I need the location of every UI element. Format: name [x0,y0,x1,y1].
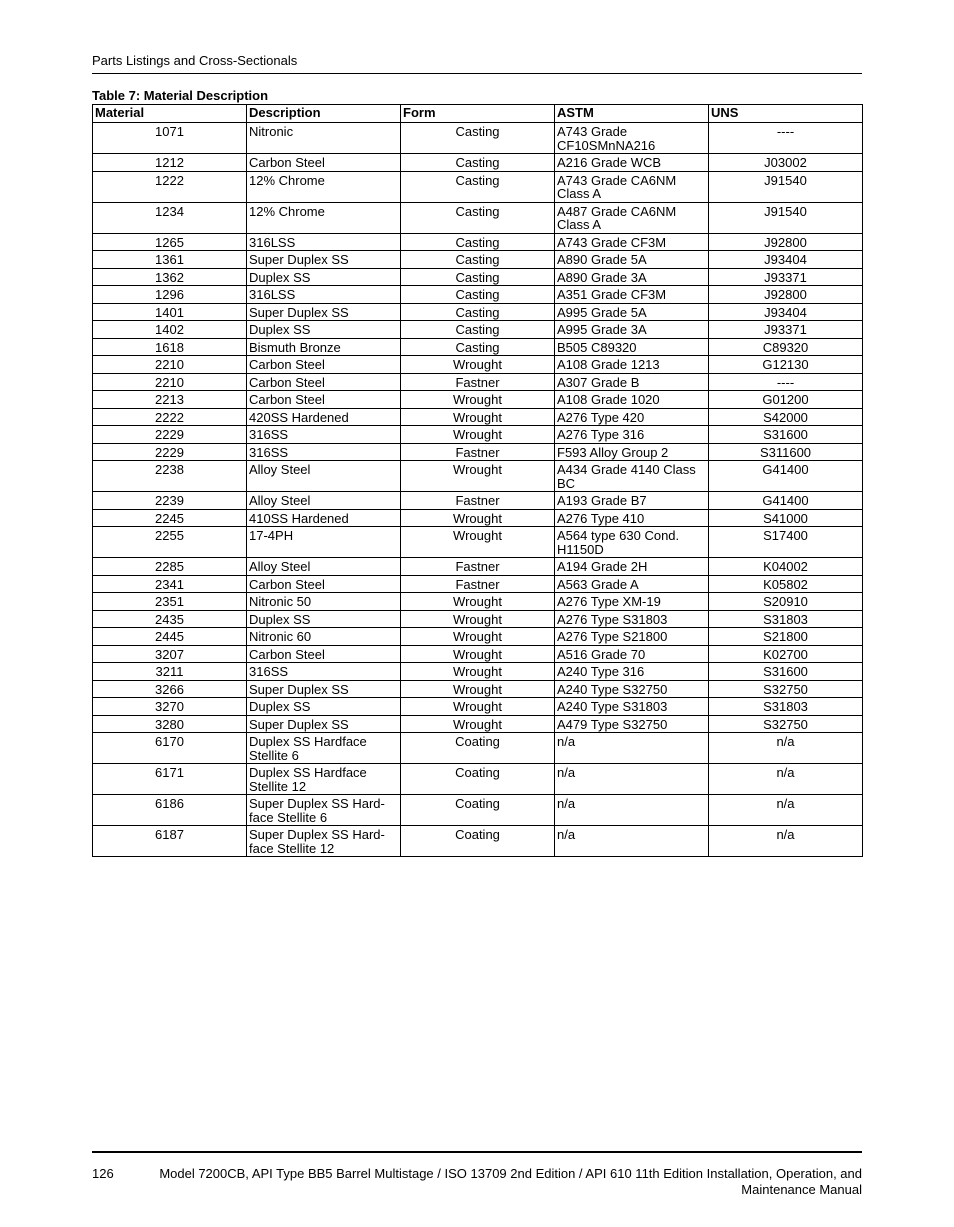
cell-form: Wrought [401,509,555,527]
cell-uns: J93371 [709,321,863,339]
cell-form: Wrought [401,663,555,681]
cell-form: Wrought [401,461,555,492]
cell-form: Fastner [401,492,555,510]
cell-uns: S32750 [709,715,863,733]
cell-uns: J91540 [709,171,863,202]
cell-description: Bismuth Bronze [247,338,401,356]
cell-description: Carbon Steel [247,373,401,391]
cell-description: Super Duplex SS Hard-face Stellite 12 [247,826,401,857]
cell-material: 2210 [93,356,247,374]
running-header: Parts Listings and Cross-Sectionals [92,53,298,68]
column-header-material: Material [93,105,247,123]
cell-astm: A108 Grade 1020 [555,391,709,409]
column-header-description: Description [247,105,401,123]
cell-material: 2255 [93,527,247,558]
cell-form: Wrought [401,698,555,716]
cell-astm: n/a [555,826,709,857]
cell-description: Alloy Steel [247,492,401,510]
cell-uns: K02700 [709,645,863,663]
cell-description: Carbon Steel [247,154,401,172]
cell-material: 2285 [93,558,247,576]
cell-material: 2222 [93,408,247,426]
cell-astm: A487 Grade CA6NM Class A [555,202,709,233]
cell-uns: J93404 [709,251,863,269]
table-row [93,321,863,339]
cell-form: Casting [401,123,555,154]
table-row [93,645,863,663]
cell-uns: G41400 [709,461,863,492]
cell-astm: n/a [555,764,709,795]
cell-form: Wrought [401,527,555,558]
cell-astm: B505 C89320 [555,338,709,356]
cell-astm: A479 Type S32750 [555,715,709,733]
cell-description: Super Duplex SS [247,303,401,321]
cell-description: Duplex SS [247,610,401,628]
cell-uns: J93371 [709,268,863,286]
cell-material: 2229 [93,426,247,444]
cell-astm: A743 Grade CF3M [555,233,709,251]
cell-astm: A276 Type S31803 [555,610,709,628]
column-header-form: Form [401,105,555,123]
table-row [93,558,863,576]
cell-description: Duplex SS [247,321,401,339]
cell-description: 410SS Hardened [247,509,401,527]
cell-uns: J92800 [709,233,863,251]
cell-form: Casting [401,251,555,269]
table-row [93,202,863,233]
cell-description: Duplex SS Hardface Stellite 12 [247,764,401,795]
cell-uns: J03002 [709,154,863,172]
cell-astm: A516 Grade 70 [555,645,709,663]
cell-form: Wrought [401,645,555,663]
cell-form: Wrought [401,408,555,426]
table-row [93,795,863,826]
cell-astm: A890 Grade 5A [555,251,709,269]
table-row [93,527,863,558]
cell-material: 1402 [93,321,247,339]
cell-astm: A108 Grade 1213 [555,356,709,374]
cell-material: 1265 [93,233,247,251]
cell-uns: S32750 [709,680,863,698]
table-row [93,698,863,716]
cell-astm: A194 Grade 2H [555,558,709,576]
cell-description: Duplex SS [247,268,401,286]
cell-astm: A240 Type 316 [555,663,709,681]
cell-material: 1362 [93,268,247,286]
cell-astm: A276 Type 420 [555,408,709,426]
cell-description: Carbon Steel [247,356,401,374]
cell-material: 6186 [93,795,247,826]
table-row [93,764,863,795]
column-header-uns: UNS [709,105,863,123]
cell-material: 1212 [93,154,247,172]
cell-form: Wrought [401,610,555,628]
cell-material: 2213 [93,391,247,409]
cell-astm: A307 Grade B [555,373,709,391]
table-row [93,593,863,611]
cell-material: 1361 [93,251,247,269]
table-row [93,408,863,426]
table-row [93,391,863,409]
cell-uns: G12130 [709,356,863,374]
cell-uns: S31600 [709,663,863,681]
cell-uns: S42000 [709,408,863,426]
cell-uns: n/a [709,795,863,826]
header-divider [92,73,862,74]
cell-astm: A240 Type S31803 [555,698,709,716]
cell-material: 2245 [93,509,247,527]
cell-form: Fastner [401,443,555,461]
cell-astm: n/a [555,795,709,826]
cell-uns: ---- [709,373,863,391]
cell-astm: A240 Type S32750 [555,680,709,698]
cell-uns: n/a [709,826,863,857]
column-header-astm: ASTM [555,105,709,123]
cell-material: 2210 [93,373,247,391]
footer-divider [92,1151,862,1153]
cell-form: Casting [401,286,555,304]
cell-description: Nitronic 50 [247,593,401,611]
cell-form: Casting [401,154,555,172]
cell-description: Carbon Steel [247,645,401,663]
cell-form: Fastner [401,373,555,391]
cell-description: 17-4PH [247,527,401,558]
cell-material: 6170 [93,733,247,764]
cell-description: Super Duplex SS [247,251,401,269]
cell-description: 12% Chrome [247,171,401,202]
cell-material: 6187 [93,826,247,857]
cell-astm: n/a [555,733,709,764]
cell-description: Nitronic [247,123,401,154]
page-number: 126 [92,1166,114,1181]
cell-description: 420SS Hardened [247,408,401,426]
cell-material: 6171 [93,764,247,795]
cell-description: Carbon Steel [247,391,401,409]
cell-material: 1401 [93,303,247,321]
table-row [93,610,863,628]
cell-description: Carbon Steel [247,575,401,593]
cell-material: 3207 [93,645,247,663]
cell-uns: C89320 [709,338,863,356]
table-row [93,338,863,356]
cell-description: Nitronic 60 [247,628,401,646]
cell-material: 3211 [93,663,247,681]
cell-material: 3270 [93,698,247,716]
cell-astm: A890 Grade 3A [555,268,709,286]
cell-description: Duplex SS Hardface Stellite 6 [247,733,401,764]
table-row [93,426,863,444]
cell-form: Wrought [401,680,555,698]
table-row [93,251,863,269]
cell-uns: ---- [709,123,863,154]
table-row [93,492,863,510]
cell-material: 1071 [93,123,247,154]
table-row [93,461,863,492]
cell-description: 316LSS [247,233,401,251]
cell-uns: S311600 [709,443,863,461]
cell-description: 12% Chrome [247,202,401,233]
cell-astm: A564 type 630 Cond. H1150D [555,527,709,558]
cell-uns: S31803 [709,698,863,716]
cell-astm: A434 Grade 4140 Class BC [555,461,709,492]
manual-title: Model 7200CB, API Type BB5 Barrel Multistage / ISO 13709 2nd Edition / API 610 11th Edition Installation, Operation, and Maintenance Manual [159,1166,862,1197]
table-row [93,663,863,681]
cell-astm: A276 Type 410 [555,509,709,527]
cell-astm: A743 Grade CF10SMnNA216 [555,123,709,154]
cell-form: Wrought [401,356,555,374]
cell-uns: S31803 [709,610,863,628]
table-row [93,826,863,857]
table-title: Table 7: Material Description [92,88,269,103]
cell-form: Wrought [401,426,555,444]
cell-form: Fastner [401,558,555,576]
cell-astm: A351 Grade CF3M [555,286,709,304]
table-row [93,628,863,646]
cell-description: Super Duplex SS [247,715,401,733]
cell-form: Casting [401,321,555,339]
cell-astm: A276 Type 316 [555,426,709,444]
cell-form: Wrought [401,628,555,646]
table-row [93,680,863,698]
cell-uns: S31600 [709,426,863,444]
cell-material: 3266 [93,680,247,698]
cell-astm: A995 Grade 5A [555,303,709,321]
cell-astm: A995 Grade 3A [555,321,709,339]
cell-uns: S21800 [709,628,863,646]
table-row [93,303,863,321]
cell-uns: n/a [709,764,863,795]
cell-material: 2341 [93,575,247,593]
table-body [93,123,863,857]
cell-uns: G41400 [709,492,863,510]
cell-uns: S20910 [709,593,863,611]
cell-astm: A276 Type S21800 [555,628,709,646]
cell-description: 316SS [247,443,401,461]
cell-form: Casting [401,268,555,286]
cell-description: 316LSS [247,286,401,304]
cell-form: Coating [401,795,555,826]
table-row [93,443,863,461]
cell-form: Casting [401,233,555,251]
cell-uns: J91540 [709,202,863,233]
cell-material: 3280 [93,715,247,733]
cell-uns: J92800 [709,286,863,304]
cell-uns: n/a [709,733,863,764]
cell-material: 2229 [93,443,247,461]
cell-uns: S41000 [709,509,863,527]
cell-uns: J93404 [709,303,863,321]
table-row [93,154,863,172]
cell-material: 1618 [93,338,247,356]
cell-astm: A743 Grade CA6NM Class A [555,171,709,202]
cell-astm: A216 Grade WCB [555,154,709,172]
table-row [93,509,863,527]
cell-description: 316SS [247,663,401,681]
cell-uns: S17400 [709,527,863,558]
cell-description: Alloy Steel [247,558,401,576]
table-row [93,268,863,286]
cell-form: Wrought [401,391,555,409]
table-row [93,715,863,733]
table-row [93,373,863,391]
cell-form: Casting [401,338,555,356]
cell-form: Wrought [401,715,555,733]
cell-material: 2435 [93,610,247,628]
table-row [93,171,863,202]
cell-astm: A193 Grade B7 [555,492,709,510]
cell-uns: G01200 [709,391,863,409]
table-row [93,356,863,374]
cell-material: 1234 [93,202,247,233]
cell-form: Wrought [401,593,555,611]
material-description-table [92,104,863,857]
cell-form: Fastner [401,575,555,593]
cell-form: Coating [401,826,555,857]
cell-description: Super Duplex SS Hard-face Stellite 6 [247,795,401,826]
table-row [93,123,863,154]
cell-description: Super Duplex SS [247,680,401,698]
cell-description: Alloy Steel [247,461,401,492]
cell-astm: A276 Type XM-19 [555,593,709,611]
table-header-row [93,105,863,123]
cell-uns: K04002 [709,558,863,576]
cell-form: Coating [401,764,555,795]
cell-form: Casting [401,202,555,233]
cell-material: 2351 [93,593,247,611]
cell-material: 1296 [93,286,247,304]
cell-description: 316SS [247,426,401,444]
cell-form: Coating [401,733,555,764]
cell-material: 2445 [93,628,247,646]
table-row [93,233,863,251]
cell-astm: F593 Alloy Group 2 [555,443,709,461]
cell-description: Duplex SS [247,698,401,716]
cell-material: 1222 [93,171,247,202]
cell-form: Casting [401,303,555,321]
cell-uns: K05802 [709,575,863,593]
cell-material: 2238 [93,461,247,492]
cell-astm: A563 Grade A [555,575,709,593]
table-row [93,286,863,304]
table-row [93,575,863,593]
cell-material: 2239 [93,492,247,510]
cell-form: Casting [401,171,555,202]
table-row [93,733,863,764]
